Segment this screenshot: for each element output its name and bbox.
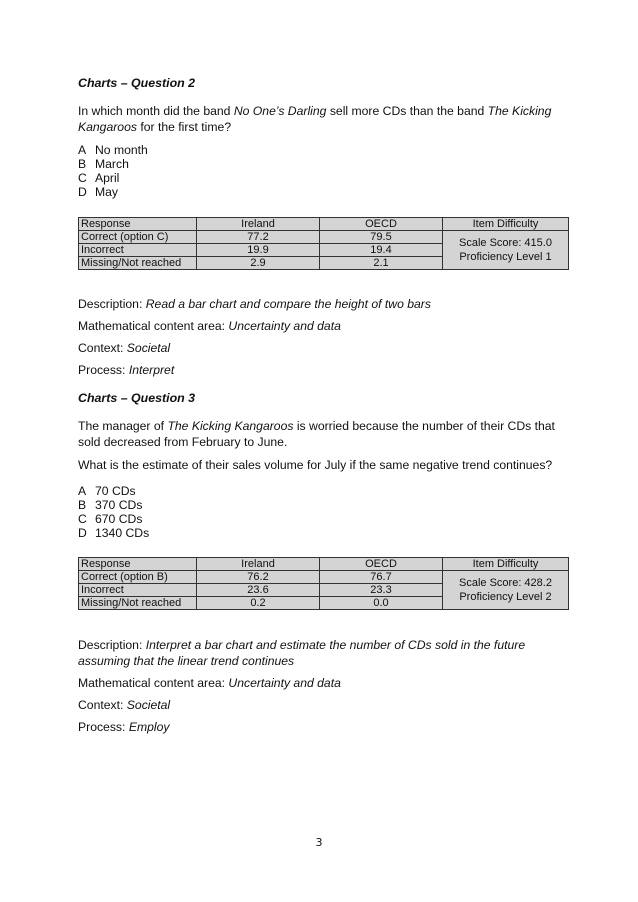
q3-process <box>78 719 169 735</box>
q3-question-text-2: is worried because the number of their CDs that <box>293 419 555 433</box>
context-label: Context: <box>78 698 127 712</box>
cell-response: Missing/Not reached <box>79 597 197 610</box>
q3-question <box>78 418 558 450</box>
option-letter: D <box>78 526 87 540</box>
option-letter: C <box>78 512 87 526</box>
cell-oecd: 76.7 <box>320 571 443 584</box>
content-area-value: Uncertainty and data <box>228 319 341 333</box>
q2-question-text-1: In which month did the band <box>78 104 234 118</box>
header-item-difficulty: Item Difficulty <box>443 558 569 571</box>
content-area-label: Mathematical content area: <box>78 676 229 690</box>
page-number: 3 <box>315 836 323 849</box>
proficiency-level: Proficiency Level 1 <box>459 251 552 263</box>
cell-ireland: 23.6 <box>197 584 320 597</box>
q2-option-a <box>78 143 148 157</box>
cell-oecd: 2.1 <box>320 257 443 270</box>
content-area-label: Mathematical content area: <box>78 319 229 333</box>
description-label: Description: <box>78 297 146 311</box>
q3-question-text-1: The manager of <box>78 419 168 433</box>
description-value-1: Interpret a bar chart and estimate the number of CDs sold in the future <box>145 638 526 652</box>
option-text: March <box>95 157 129 171</box>
q3-context <box>78 697 170 713</box>
q3-option-c <box>78 512 142 526</box>
cell-response: Incorrect <box>79 244 197 257</box>
option-letter: B <box>78 498 87 512</box>
q2-option-c <box>78 171 119 185</box>
cell-ireland: 0.2 <box>197 597 320 610</box>
process-value: Interpret <box>128 363 175 377</box>
q2-description <box>78 296 431 312</box>
option-letter: A <box>78 484 87 498</box>
header-response: Response <box>79 218 197 231</box>
table-row <box>79 571 569 584</box>
header-response: Response <box>79 558 197 571</box>
header-ireland: Ireland <box>197 218 320 231</box>
cell-oecd: 79.5 <box>320 231 443 244</box>
option-text: 370 CDs <box>95 498 143 512</box>
cell-response: Correct (option C) <box>79 231 197 244</box>
option-text: 1340 CDs <box>95 526 150 540</box>
cell-ireland: 76.2 <box>197 571 320 584</box>
process-label: Process: <box>78 720 129 734</box>
description-label: Description: <box>78 638 146 652</box>
context-value: Societal <box>126 341 171 355</box>
process-value: Employ <box>128 720 170 734</box>
q2-question-text-3: for the first time? <box>136 120 232 134</box>
q2-question <box>78 103 558 135</box>
option-letter: B <box>78 157 87 171</box>
proficiency-level: Proficiency Level 2 <box>459 591 552 603</box>
table-row <box>79 231 569 244</box>
cell-response: Missing/Not reached <box>79 257 197 270</box>
table-header-row <box>79 218 569 231</box>
cell-oecd: 19.4 <box>320 244 443 257</box>
q2-question-text-2: sell more CDs than the band <box>326 104 488 118</box>
cell-response: Correct (option B) <box>79 571 197 584</box>
cell-oecd: 23.3 <box>320 584 443 597</box>
content-area-value: Uncertainty and data <box>228 676 341 690</box>
scale-score: Scale Score: 428.2 <box>459 577 552 589</box>
cell-item-difficulty <box>443 571 569 610</box>
option-text: No month <box>95 143 148 157</box>
cell-ireland: 77.2 <box>197 231 320 244</box>
cell-oecd: 0.0 <box>320 597 443 610</box>
table-header-row <box>79 558 569 571</box>
cell-ireland: 19.9 <box>197 244 320 257</box>
option-text: April <box>95 171 120 185</box>
option-text: 70 CDs <box>95 484 136 498</box>
process-label: Process: <box>78 363 129 377</box>
cell-ireland: 2.9 <box>197 257 320 270</box>
description-value-2: assuming that the linear trend continues <box>78 654 295 668</box>
header-item-difficulty: Item Difficulty <box>443 218 569 231</box>
q2-option-b <box>78 157 129 171</box>
option-text: 670 CDs <box>95 512 143 526</box>
q3-option-a <box>78 484 136 498</box>
cell-item-difficulty <box>443 231 569 270</box>
q3-band-name: The Kicking Kangaroos <box>167 419 294 433</box>
q2-content-area <box>78 318 341 334</box>
context-label: Context: <box>78 341 127 355</box>
q2-band-name-2b: Kangaroos <box>78 120 137 134</box>
q3-question-text-3: sold decreased from February to June. <box>78 435 288 449</box>
header-oecd: OECD <box>320 558 443 571</box>
option-letter: C <box>78 171 87 185</box>
q3-description <box>78 637 568 669</box>
q3-option-d <box>78 526 149 540</box>
cell-response: Incorrect <box>79 584 197 597</box>
q2-band-name-1: No One’s Darling <box>233 104 327 118</box>
q3-content-area <box>78 675 341 691</box>
q2-heading: Charts – Question 2 <box>78 76 196 90</box>
header-oecd: OECD <box>320 218 443 231</box>
context-value: Societal <box>126 698 171 712</box>
header-ireland: Ireland <box>197 558 320 571</box>
q3-results-table <box>78 557 569 610</box>
scale-score: Scale Score: 415.0 <box>459 237 552 249</box>
q2-band-name-2a: The Kicking <box>487 104 552 118</box>
q3-question-2: What is the estimate of their sales volume for July if the same negative trend continues? <box>78 458 553 472</box>
q2-process <box>78 362 174 378</box>
description-value: Read a bar chart and compare the height of two bars <box>145 297 431 311</box>
option-letter: D <box>78 185 87 199</box>
q2-option-d <box>78 185 118 199</box>
q2-results-table <box>78 217 569 270</box>
q3-option-b <box>78 498 142 512</box>
option-letter: A <box>78 143 87 157</box>
q3-heading: Charts – Question 3 <box>78 391 196 405</box>
q2-context <box>78 340 170 356</box>
option-text: May <box>95 185 119 199</box>
